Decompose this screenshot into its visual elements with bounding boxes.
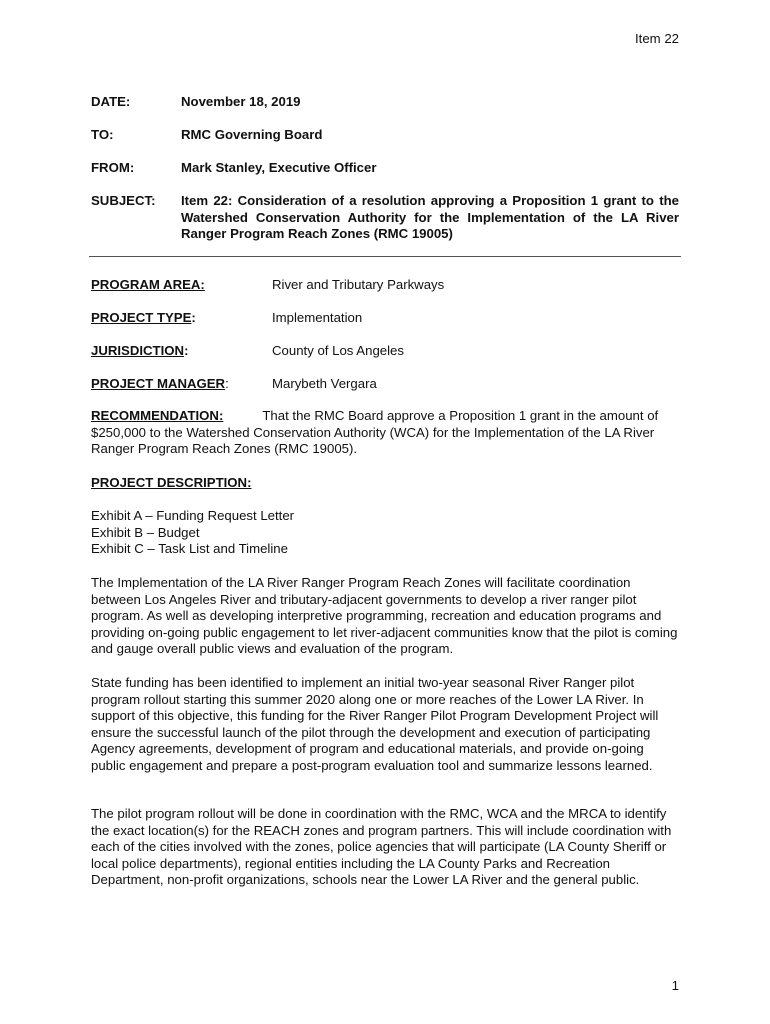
project-type-label-text: PROJECT TYPE: [91, 310, 192, 325]
project-type-colon: :: [191, 310, 196, 325]
description-paragraph-1: The Implementation of the LA River Ranger Program Reach Zones will facilitate coordination between Los Angeles River and tributary-adjacent governments to develop a river ranger pilot program. As well as developing interpretive programming, recreation and education programs and providing on-going public engagement to let river-adjacent communities know that the pilot is coming and gauge overall public views and evaluation of the program.: [91, 575, 678, 657]
jurisdiction-colon: :: [184, 343, 189, 358]
to-value: RMC Governing Board: [181, 127, 323, 142]
exhibit-item: Exhibit B – Budget: [91, 524, 200, 540]
header-divider: [89, 256, 681, 257]
recommendation-paragraph: [91, 408, 681, 458]
subject-label: SUBJECT:: [91, 193, 156, 208]
to-label: TO:: [91, 127, 114, 142]
from-value: Mark Stanley, Executive Officer: [181, 160, 377, 175]
exhibit-list: [91, 508, 681, 558]
subject-value: Item 22: Consideration of a resolution approving a Proposition 1 grant to the Watershed Conservation Authority for the Implementation of the LA River Ranger Program Reach Zones (RMC 19005): [181, 193, 679, 242]
jurisdiction-value: County of Los Angeles: [272, 343, 404, 358]
exhibit-item: Exhibit A – Funding Request Letter: [91, 508, 295, 523]
program-area-label-text: PROGRAM AREA:: [91, 277, 205, 292]
exhibit-item: Exhibit C – Task List and Timeline: [91, 541, 288, 557]
project-manager-value: Marybeth Vergara: [272, 376, 377, 391]
project-description-heading: PROJECT DESCRIPTION:: [91, 475, 252, 490]
project-type-label: [91, 310, 196, 327]
date-label: DATE:: [91, 94, 131, 109]
project-manager-label-text: PROJECT MANAGER: [91, 376, 226, 391]
from-label: FROM:: [91, 160, 135, 175]
date-value: November 18, 2019: [181, 94, 301, 109]
recommendation-label: RECOMMENDATION:: [91, 408, 224, 423]
jurisdiction-label-text: JURISDICTION: [91, 343, 185, 358]
project-manager-label: [91, 376, 229, 393]
project-type-value: Implementation: [272, 310, 363, 325]
program-area-value: River and Tributary Parkways: [272, 277, 445, 292]
description-paragraph-3: The pilot program rollout will be done in coordination with the RMC, WCA and the MRCA to identify the exact location(s) for the REACH zones and program partners. This will include coordination with each of the cities involved with the zones, police agencies that will participate (LA County Sheriff or local police departments), regional entities including the LA County Parks and Recreation Department, non-profit organizations, schools near the Lower LA River and the general public.: [91, 806, 672, 888]
page-number: 1: [671, 978, 679, 993]
description-paragraph-2: State funding has been identified to implement an initial two-year seasonal River Ranger pilot program rollout starting this summer 2020 along one or more reaches of the Lower LA River. In support of this objective, this funding for the River Ranger Pilot Program Development Project will ensure the successful launch of the pilot through the development and execution of participating Agency agreements, development of program and educational materials, and provide on-going public engagement and prepare a post-program evaluation tool and summarize lessons learned.: [91, 675, 659, 773]
item-number: Item 22: [635, 31, 679, 46]
program-area-label: [91, 277, 205, 294]
jurisdiction-label: [91, 343, 188, 360]
project-manager-colon: :: [225, 376, 229, 391]
recommendation-text: That the RMC Board approve a Proposition 1 grant in the amount of $250,000 to the Watershed Conservation Authority (WCA) for the Implementation of the LA River Ranger Program Reach Zones (RMC 19005).: [91, 408, 659, 457]
